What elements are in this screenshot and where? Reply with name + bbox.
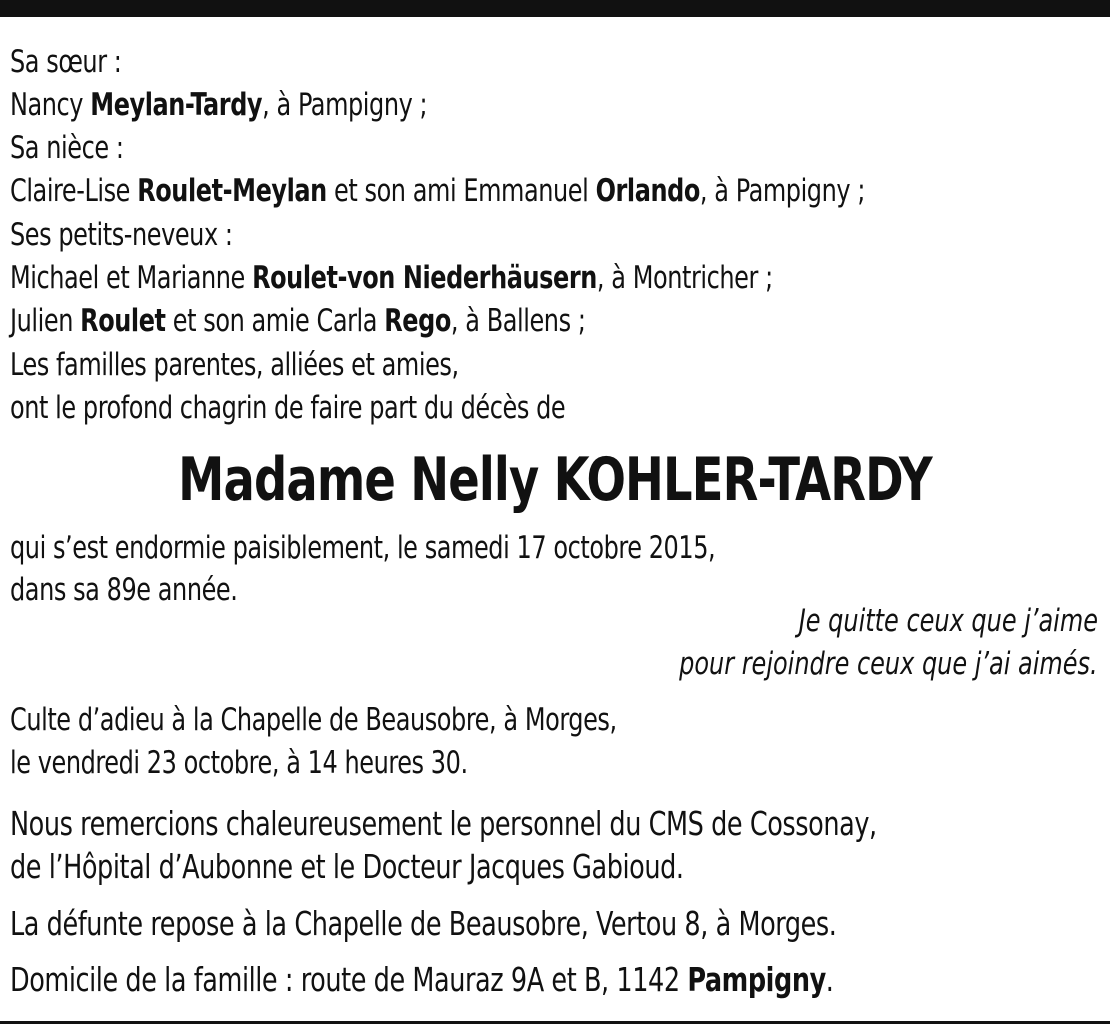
grandnephew-1-surname: Roulet-von Niederhäusern [252, 260, 597, 296]
sister-label: Sa sœur : [10, 44, 122, 80]
quote-line-2: pour rejoindre ceux que j’ai aimés. [679, 646, 1098, 682]
niece-line: Claire-Lise Roulet-Meylan et son ami Emmanuel Orlando, à Pampigny ; [10, 173, 865, 209]
sister-line: Nancy Meylan-Tardy, à Pampigny ; [10, 87, 428, 123]
sister-surname: Meylan-Tardy [90, 87, 263, 123]
death-line-1: qui s’est endormie paisiblement, le samedi 17 octobre 2015, [10, 530, 716, 566]
domicile-town: Pampigny [687, 960, 826, 999]
top-rule [0, 0, 1110, 17]
quote-line-1: Je quitte ceux que j’aime [798, 603, 1098, 639]
niece-label: Sa nièce : [10, 130, 124, 166]
niece-partner-surname: Orlando [595, 173, 700, 209]
families-line: Les familles parentes, alliées et amies, [10, 347, 459, 383]
thanks-line-1: Nous remercions chaleureusement le personnel du CMS de Cossonay, [10, 804, 877, 843]
service-line-1: Culte d’adieu à la Chapelle de Beausobre, à Morges, [10, 702, 617, 738]
grandnephew-2-surname: Roulet [80, 303, 166, 339]
deceased-name: Madame Nelly KOHLER-TARDY [178, 445, 932, 515]
bottom-rule [0, 1021, 1110, 1024]
announce-line: ont le profond chagrin de faire part du décès de [10, 390, 566, 426]
thanks-line-2: de l’Hôpital d’Aubonne et le Docteur Jacques Gabioud. [10, 847, 684, 886]
niece-surname: Roulet-Meylan [137, 173, 327, 209]
grandnephew-line-2: Julien Roulet et son amie Carla Rego, à Ballens ; [10, 303, 586, 339]
grandnephews-label: Ses petits-neveux : [10, 217, 233, 253]
death-line-2: dans sa 89e année. [10, 572, 238, 608]
rest-line: La défunte repose à la Chapelle de Beausobre, Vertou 8, à Morges. [10, 904, 837, 943]
service-line-2: le vendredi 23 octobre, à 14 heures 30. [10, 745, 468, 781]
domicile-line: Domicile de la famille : route de Mauraz 9A et B, 1142 Pampigny. [10, 960, 834, 999]
grandnephew-line-1: Michael et Marianne Roulet-von Niederhäusern, à Montricher ; [10, 260, 773, 296]
grandnephew-2-partner-surname: Rego [384, 303, 451, 339]
